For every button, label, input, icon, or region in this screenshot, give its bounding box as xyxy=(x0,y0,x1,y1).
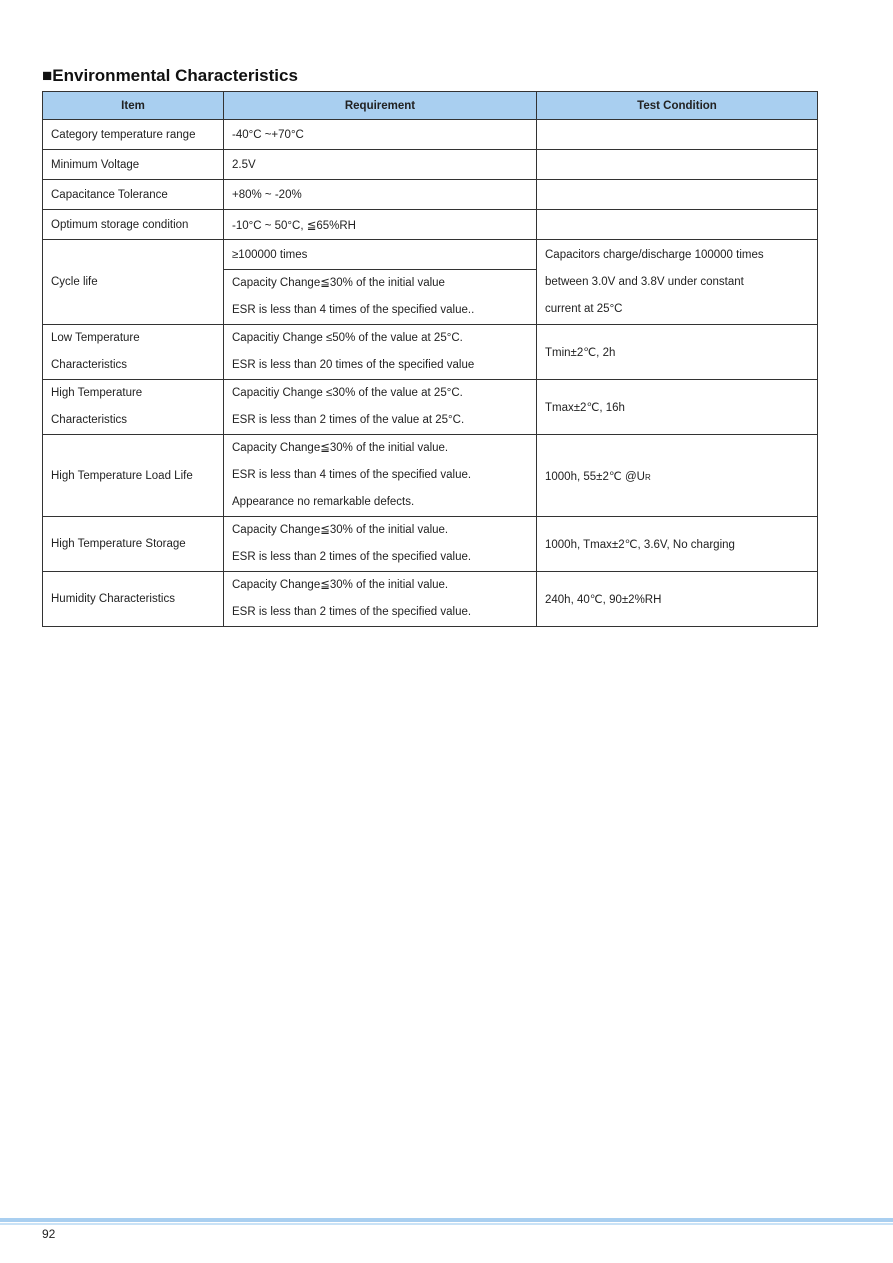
cell-condition xyxy=(537,120,818,150)
requirement-line: Capacitiy Change ≤30% of the value at 25°C. xyxy=(232,387,463,399)
requirement-line: ESR is less than 20 times of the specified value xyxy=(232,359,475,371)
requirement-line: ESR is less than 2 times of the value at 25°C. xyxy=(232,414,465,426)
table-row xyxy=(43,572,818,627)
item-line: Low Temperature xyxy=(51,332,140,344)
cell-item: High Temperature Storage xyxy=(43,517,224,572)
cell-condition xyxy=(537,435,818,517)
cell-requirement xyxy=(224,270,537,325)
footer-divider xyxy=(0,1218,893,1222)
cell-condition: Tmax±2℃, 16h xyxy=(537,380,818,435)
condition-line: current at 25°C xyxy=(545,302,623,315)
requirement-line: Appearance no remarkable defects. xyxy=(232,496,415,508)
environmental-characteristics-table xyxy=(42,91,818,627)
condition-line: between 3.0V and 3.8V under constant xyxy=(545,275,744,288)
item-line: Characteristics xyxy=(51,414,128,426)
requirement-line: ESR is less than 2 times of the specified value. xyxy=(232,551,472,563)
cell-item: High Temperature Load Life xyxy=(43,435,224,517)
section-title xyxy=(42,66,298,86)
cell-condition xyxy=(537,240,818,325)
condition-text: 1000h, 55±2℃ @U xyxy=(545,470,645,483)
requirement-line: Capacity Change≦30% of the initial value. xyxy=(232,442,449,454)
header-requirement: Requirement xyxy=(224,92,537,120)
cell-item: Capacitance Tolerance xyxy=(43,180,224,210)
cell-condition: Tmin±2℃, 2h xyxy=(537,325,818,380)
cell-item: Optimum storage condition xyxy=(43,210,224,240)
cell-condition: 1000h, Tmax±2℃, 3.6V, No charging xyxy=(537,517,818,572)
cell-condition xyxy=(537,180,818,210)
table-row xyxy=(43,380,818,435)
subscript-r: R xyxy=(644,472,651,482)
table-row xyxy=(43,210,818,240)
cell-item: Cycle life xyxy=(43,240,224,325)
square-bullet-icon: ■ xyxy=(42,66,53,85)
cell-item xyxy=(43,380,224,435)
cell-requirement: ≥100000 times xyxy=(224,240,537,270)
cell-requirement xyxy=(224,517,537,572)
item-line: High Temperature xyxy=(51,387,143,399)
cell-condition xyxy=(537,150,818,180)
header-item: Item xyxy=(43,92,224,120)
condition-line: Capacitors charge/discharge 100000 times xyxy=(545,248,764,261)
cell-item xyxy=(43,325,224,380)
requirement-line: ESR is less than 4 times of the specified value. xyxy=(232,469,472,481)
cell-item: Humidity Characteristics xyxy=(43,572,224,627)
cell-requirement: +80% ~ -20% xyxy=(224,180,537,210)
table-row xyxy=(43,120,818,150)
table-row-cycle-life xyxy=(43,240,818,270)
header-test-condition: Test Condition xyxy=(537,92,818,120)
footer-divider-light xyxy=(0,1223,893,1225)
cell-requirement xyxy=(224,435,537,517)
requirement-line: Capacity Change≦30% of the initial value xyxy=(232,277,445,289)
cell-requirement xyxy=(224,572,537,627)
requirement-line: Capacity Change≦30% of the initial value. xyxy=(232,524,449,536)
cell-item: Minimum Voltage xyxy=(43,150,224,180)
table-header-row xyxy=(43,92,818,120)
table-row xyxy=(43,150,818,180)
cell-requirement: -40°C ~+70°C xyxy=(224,120,537,150)
item-line: Characteristics xyxy=(51,359,128,371)
requirement-line: ESR is less than 4 times of the specified value.. xyxy=(232,304,475,316)
cell-condition: 240h, 40℃, 90±2%RH xyxy=(537,572,818,627)
page-number: 92 xyxy=(42,1227,56,1241)
cell-requirement: 2.5V xyxy=(224,150,537,180)
cell-requirement xyxy=(224,325,537,380)
table-row xyxy=(43,325,818,380)
cell-requirement: -10°C ~ 50°C, ≦65%RH xyxy=(224,210,537,240)
cell-requirement xyxy=(224,380,537,435)
cell-item: Category temperature range xyxy=(43,120,224,150)
cell-condition xyxy=(537,210,818,240)
table-row xyxy=(43,435,818,517)
section-title-text: Environmental Characteristics xyxy=(52,66,298,85)
requirement-line: Capacity Change≦30% of the initial value. xyxy=(232,579,449,591)
table-row xyxy=(43,517,818,572)
table-row xyxy=(43,180,818,210)
requirement-line: ESR is less than 2 times of the specified value. xyxy=(232,606,472,618)
requirement-line: Capacitiy Change ≤50% of the value at 25°C. xyxy=(232,332,463,344)
